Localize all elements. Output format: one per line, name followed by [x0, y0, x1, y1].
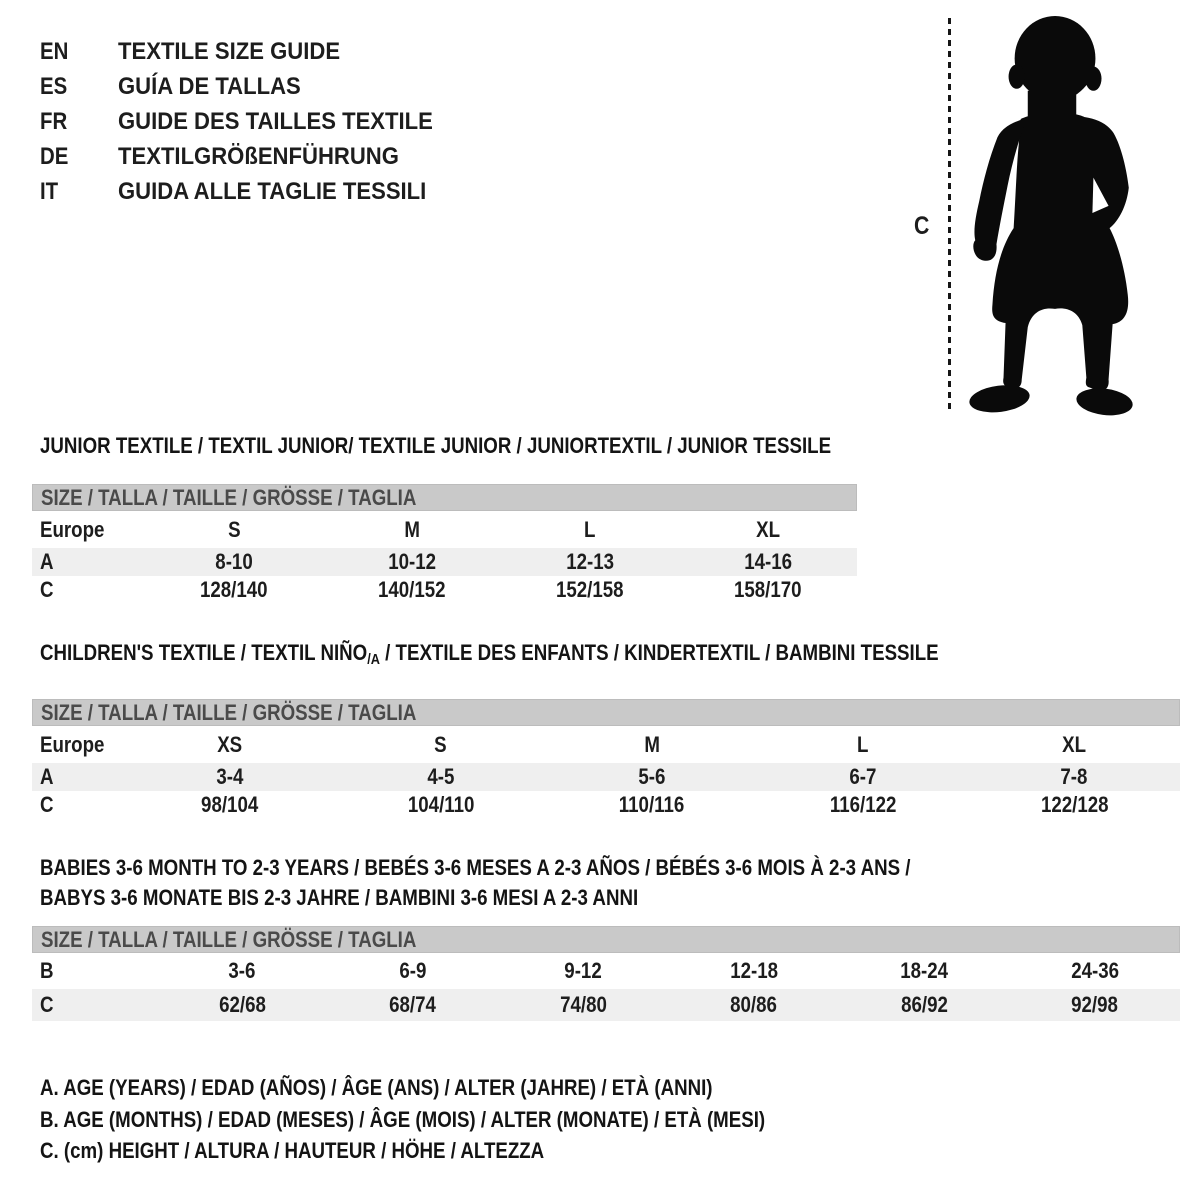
size-cell: 158/170 — [734, 577, 802, 602]
size-cell: 128/140 — [200, 577, 268, 602]
size-cell: 6-7 — [849, 764, 877, 789]
language-code: EN — [40, 37, 69, 65]
height-dashed-line — [948, 18, 951, 414]
babies-section-title: BABIES 3-6 MONTH TO 2-3 YEARS / BEBÉS 3-6 MESES A 2-3 AÑOS / BÉBÉS 3-6 MOIS À 2-3 ANS / BABYS 3-6 MONATE BIS 2-3 JAHRE / BAMBINI 3-6 MESI A 2-3 ANNI — [40, 855, 911, 910]
size-cell: 92/98 — [1071, 992, 1119, 1017]
babies-size-header-bar: SIZE / TALLA / TAILLE / GRÖSSE / TAGLIA — [32, 926, 1180, 953]
language-row-de — [40, 139, 460, 174]
size-cell: 116/122 — [829, 792, 897, 817]
row-label-cell: B — [40, 958, 54, 983]
language-row-fr — [40, 104, 460, 139]
size-cell: S — [434, 731, 448, 757]
table-row-height — [32, 791, 1180, 819]
table-row-height — [32, 576, 857, 604]
table-row-age — [32, 763, 1180, 791]
table-row-age — [32, 548, 857, 576]
size-cell: 5-6 — [638, 764, 666, 789]
size-cell: 86/92 — [900, 992, 948, 1017]
size-cell: 3-4 — [216, 764, 244, 789]
row-label-cell: Europe — [40, 731, 105, 757]
babies-section — [32, 853, 1180, 1021]
size-cell: 122/128 — [1040, 792, 1109, 817]
size-cell: 140/152 — [378, 577, 446, 602]
language-label: GUIDE DES TAILLES TEXTILE — [118, 107, 433, 135]
gender-suffix: /A — [367, 651, 380, 668]
junior-section-title: JUNIOR TEXTILE / TEXTIL JUNIOR/ TEXTILE JUNIOR / JUNIORTEXTIL / JUNIOR TESSILE — [40, 433, 832, 458]
children-section-title: CHILDREN'S TEXTILE / TEXTIL $NIÑO_{/A}$ / TEXTILE DES ENFANTS / KINDERTEXTIL / BAMBINI TESSILE — [40, 640, 939, 668]
size-cell: 12-18 — [729, 958, 778, 983]
language-label: TEXTILE SIZE GUIDE — [118, 37, 341, 65]
language-row-en — [40, 34, 460, 69]
language-code: DE — [40, 142, 69, 170]
size-cell: 62/68 — [218, 992, 266, 1017]
size-cell: 12-13 — [566, 549, 614, 574]
language-row-it — [40, 174, 460, 209]
row-label-cell: Europe — [40, 516, 105, 542]
size-cell: 110/116 — [619, 792, 685, 817]
size-cell: M — [644, 731, 660, 757]
size-cell: XL — [1062, 731, 1087, 757]
size-cell: 98/104 — [200, 792, 259, 817]
legend-line-a: A. AGE (YEARS) / EDAD (AÑOS) / ÂGE (ANS) / ALTER (JAHRE) / ETÀ (ANNI) — [40, 1075, 713, 1100]
size-cell: 6-9 — [399, 958, 427, 983]
height-measure-label: C — [914, 212, 930, 240]
measurement-legend — [40, 1072, 893, 1167]
table-row-europe — [32, 726, 1180, 763]
language-code: FR — [40, 107, 68, 135]
language-row-es — [40, 69, 460, 104]
language-label: TEXTILGRÖßENFÜHRUNG — [118, 142, 399, 170]
size-cell: 74/80 — [559, 992, 607, 1017]
size-cell: L — [857, 731, 869, 757]
size-cell: 104/110 — [407, 792, 475, 817]
row-label-cell: C — [40, 792, 54, 817]
junior-size-header-bar: SIZE / TALLA / TAILLE / GRÖSSE / TAGLIA — [32, 484, 857, 511]
babies-size-table — [32, 953, 1180, 1021]
size-cell: 3-6 — [228, 958, 256, 983]
size-cell: 152/158 — [556, 577, 624, 602]
size-cell: M — [404, 516, 420, 542]
size-cell: 8-10 — [215, 549, 253, 574]
children-size-header-bar: SIZE / TALLA / TAILLE / GRÖSSE / TAGLIA — [32, 699, 1180, 726]
junior-section — [32, 433, 857, 604]
row-label-cell: A — [40, 764, 54, 789]
size-cell: 14-16 — [744, 549, 792, 574]
table-row-months — [32, 953, 1180, 989]
table-row-height — [32, 989, 1180, 1021]
size-cell: L — [584, 516, 596, 542]
size-cell: 24-36 — [1070, 958, 1119, 983]
row-label-cell: C — [40, 577, 54, 602]
size-cell: XS — [217, 731, 243, 757]
language-code: ES — [40, 72, 68, 100]
size-cell: 10-12 — [388, 549, 436, 574]
children-section — [32, 640, 1180, 819]
size-cell: S — [227, 516, 241, 542]
row-label-cell: C — [40, 992, 54, 1017]
language-title-list — [40, 34, 460, 209]
junior-size-table — [32, 511, 857, 604]
language-label: GUIDA ALLE TAGLIE TESSILI — [118, 177, 427, 205]
size-cell: XL — [756, 516, 780, 542]
size-cell: 18-24 — [900, 958, 949, 983]
children-size-table — [32, 726, 1180, 819]
size-cell: 9-12 — [564, 958, 602, 983]
table-row-europe — [32, 511, 857, 548]
language-label: GUÍA DE TALLAS — [118, 72, 301, 100]
row-label-cell: A — [40, 549, 54, 574]
size-cell: 7-8 — [1060, 764, 1088, 789]
legend-line-b: B. AGE (MONTHS) / EDAD (MESES) / ÂGE (MOIS) / ALTER (MONATE) / ETÀ (MESI) — [40, 1106, 766, 1132]
size-cell: 80/86 — [730, 992, 778, 1017]
size-cell: 68/74 — [389, 992, 437, 1017]
size-cell: 4-5 — [427, 764, 455, 789]
legend-line-c: C. (cm) HEIGHT / ALTURA / HAUTEUR / HÖHE / ALTEZZA — [40, 1138, 545, 1163]
language-code: IT — [40, 177, 59, 205]
toddler-silhouette — [964, 14, 1138, 418]
